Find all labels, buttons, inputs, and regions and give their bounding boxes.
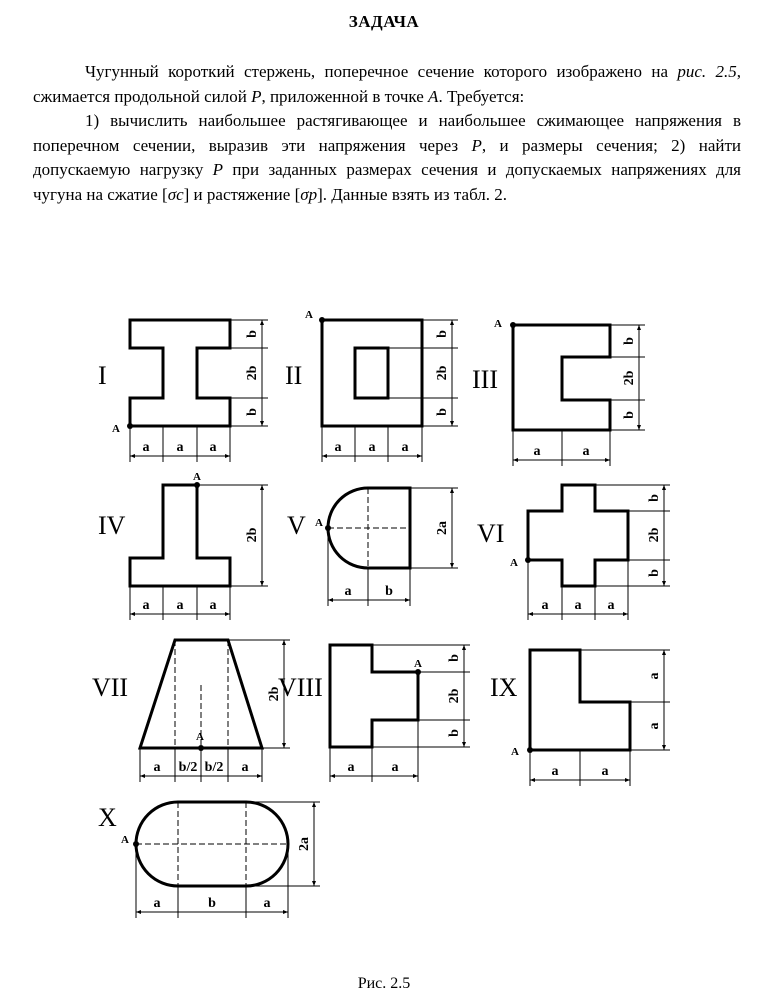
section-2-dim-a-3: a (401, 440, 409, 455)
page-title: ЗАДАЧА (348, 12, 420, 31)
section-7-dim-a-right: a (241, 760, 249, 775)
section-9-dim-a-top: a (647, 672, 662, 680)
section-7-point-a: A (196, 731, 204, 743)
section-3-dim-b-top: b (622, 337, 637, 345)
section-4-dim-2b: 2b (245, 527, 260, 543)
section-4-label: IV (98, 511, 126, 540)
section-6-dim-a-1: a (541, 598, 549, 613)
section-1-dim-a-2: a (176, 440, 184, 455)
section-10 (98, 802, 320, 918)
section-5-dim-b: b (385, 584, 393, 599)
section-10-dim-a-left: a (153, 896, 161, 911)
section-3-dim-a-2: a (582, 444, 590, 459)
section-7-dim-2b: 2b (267, 686, 282, 702)
section-4-dim-a-2: a (176, 598, 184, 613)
section-3-dim-2b: 2b (622, 370, 637, 386)
section-2-point-a: A (305, 309, 313, 321)
section-7-dim-a-left: a (153, 760, 161, 775)
section-5-dim-2a: 2a (435, 521, 450, 535)
section-8-dim-a-2: a (391, 760, 399, 775)
figure-caption: Рис. 2.5 (357, 975, 411, 992)
section-2-dim-a-1: a (334, 440, 342, 455)
section-4-dim-a-3: a (209, 598, 217, 613)
section-1-dim-b-top: b (245, 330, 260, 338)
section-2-dim-2b: 2b (435, 365, 450, 381)
problem-text (33, 60, 741, 207)
section-10-dim-2a: 2a (297, 837, 312, 851)
section-6-dim-b-bottom: b (647, 569, 662, 577)
section-2-dim-a-2: a (368, 440, 376, 455)
section-6-dim-2b: 2b (647, 527, 662, 543)
section-9-dim-a-bottom: a (647, 722, 662, 730)
section-3-point-a: A (494, 318, 502, 330)
section-3-label: III (472, 365, 498, 394)
section-8-point-a: A (414, 658, 422, 670)
section-1-dim-a-3: a (209, 440, 217, 455)
section-8-label: VIII (278, 673, 323, 702)
section-8-dim-2b: 2b (447, 688, 462, 704)
section-1-point-a: A (112, 423, 120, 435)
section-9-dim-a-1: a (551, 764, 559, 779)
section-10-dim-b: b (208, 896, 216, 911)
section-5-point-a: A (315, 517, 323, 529)
section-8-dim-b-top: b (447, 654, 462, 662)
section-8 (278, 645, 470, 782)
section-6-point-a: A (510, 557, 518, 569)
section-10-dim-a-right: a (263, 896, 271, 911)
section-3-dim-a-1: a (533, 444, 541, 459)
section-2-dim-b-top: b (435, 330, 450, 338)
section-2 (285, 309, 458, 462)
section-9 (490, 650, 670, 786)
section-1-dim-b-bottom: b (245, 408, 260, 416)
paragraph-2: 1) вычислить наибольшее растягивающее и наибольшее сжимающее напряжения в поперечном сечении, выразив эти напряжения через P, и размеры сечения; 2) найти допускаемую нагрузку P при заданных размерах сечения и допускаемых напряжениях для чугуна на сжатие [σc] и растяжение [σp]. Данные взять из табл. 2. (33, 111, 742, 204)
section-1-dim-a-1: a (142, 440, 150, 455)
section-7-dim-half-b-right: b/2 (204, 760, 224, 775)
section-9-dim-a-2: a (601, 764, 609, 779)
cross-sections-figure (0, 290, 768, 970)
section-6-label: VI (477, 519, 505, 548)
section-3-dim-b-bottom: b (622, 411, 637, 419)
section-6-dim-b-top: b (647, 494, 662, 502)
section-7-label: VII (92, 673, 129, 702)
section-6-dim-a-3: a (607, 598, 615, 613)
section-8-dim-a-1: a (347, 760, 355, 775)
section-4-point-a: A (193, 471, 201, 483)
section-3 (472, 318, 645, 466)
section-6-dim-a-2: a (574, 598, 582, 613)
section-1-label: I (98, 361, 107, 390)
section-5-label: V (287, 511, 306, 540)
section-8-dim-b-bottom: b (447, 729, 462, 737)
section-5-dim-a: a (344, 584, 352, 599)
paragraph-1: Чугунный короткий стержень, поперечное сечение которого изображено на рис. 2.5, сжимается продольной силой P, приложенной в точке A. Требуется: (33, 62, 741, 106)
section-4 (98, 471, 268, 620)
section-10-label: X (98, 803, 117, 832)
section-4-dim-a-1: a (142, 598, 150, 613)
section-10-point-a: A (121, 834, 129, 846)
section-2-label: II (285, 361, 303, 390)
section-6 (477, 485, 670, 620)
section-7 (92, 640, 290, 782)
section-7-dim-half-b-left: b/2 (178, 760, 198, 775)
section-9-label: IX (490, 673, 518, 702)
section-1 (98, 320, 268, 462)
section-2-dim-b-bottom: b (435, 408, 450, 416)
section-9-point-a: A (511, 746, 519, 758)
section-5 (287, 488, 458, 606)
section-1-dim-2b: 2b (245, 365, 260, 381)
